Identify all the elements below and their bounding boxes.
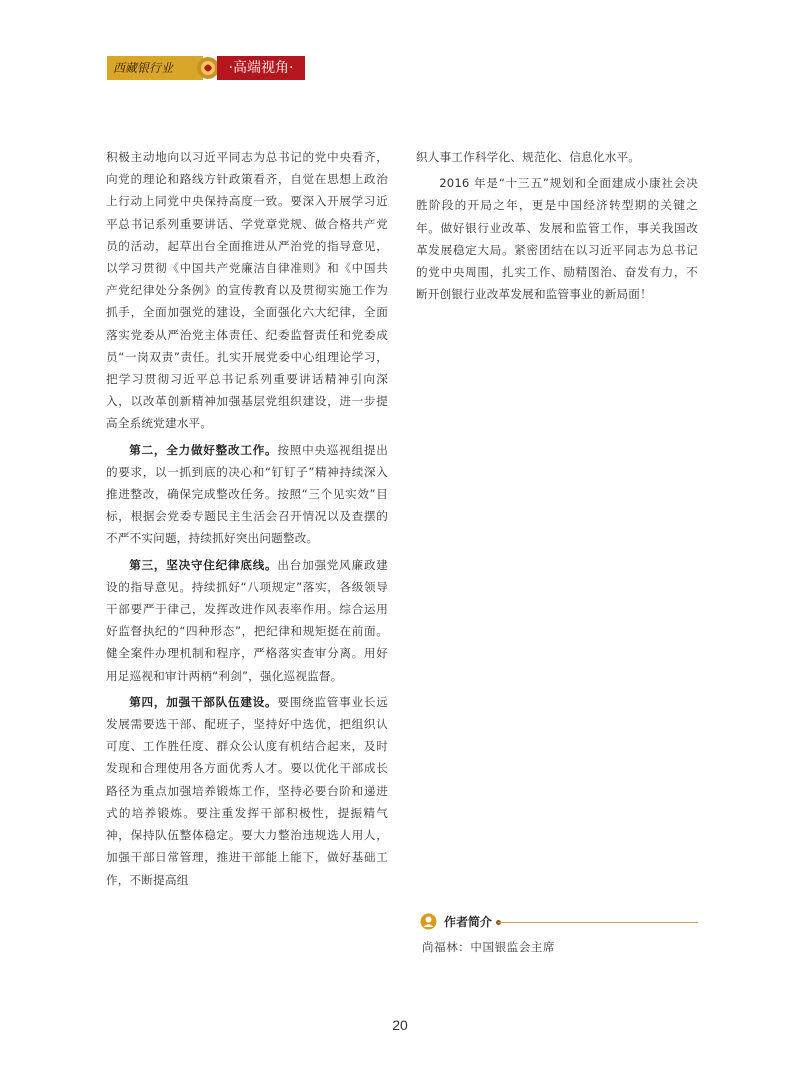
banner-section-label: ·高端视角·	[217, 56, 305, 80]
paragraph: 第三，坚决守住纪律底线。出台加强党风廉政建设的指导意见。持续抓好“八项规定”落实，各级领导干部要严于律己，发挥改进作风表率作用。综合运用好监督执纪的“四种形态”，把纪律和规矩挺在前面。健全案件办理机制和程序，严格落实查审分离。用好用足巡视和审计两柄“利剑”，强化巡视监督。	[106, 557, 388, 683]
divider	[498, 922, 698, 923]
author-box	[416, 913, 698, 955]
paragraph: 织人事工作科学化、规范化、信息化水平。	[416, 150, 641, 164]
author-name: 尚福林：中国银监会主席	[422, 940, 556, 954]
paragraph: 第四，加强干部队伍建设。要围绕监管事业长远发展需要选干部、配班子，坚持好中选优，把组织认可度、工作胜任度、群众公认度有机结合起来，及时发现和合理使用各方面优秀人才。要以优化干部成长路径为重点加强培养锻炼工作，坚持必要台阶和递进式的培养锻炼。要注重发挥干部积极性，提振精气神，保持队伍整体稳定。要大力整治违规选人用人，加强干部日常管理，推进干部能上能下，做好基础工作，不断提高组	[106, 694, 388, 887]
paragraph: 积极主动地向以习近平同志为总书记的党中央看齐，向党的理论和路线方针政策看齐，自觉在思想上政治上行动上同党中央保持高度一致。要深入开展学习近平总书记系列重要讲话、学党章党规、做合格共产党员的活动，起草出台全面推进从严治党的指导意见，以学习贯彻《中国共产党廉洁自律准则》和《中国共产党纪律处分条例》的宣传教育以及贯彻实施工作为抓手，全面加强党的建设，全面强化六大纪律，全面落实党委从严治党主体责任、纪委监督责任和党委成员“一岗双责”责任。扎实开展党委中心组理论学习，把学习贯彻习近平总书记系列重要讲话精神引向深入，以改革创新精神加强基层党组织建设，进一步提高全系统党建水平。	[106, 150, 388, 431]
left-column	[106, 146, 388, 891]
page-number: 20	[392, 1017, 408, 1033]
paragraph-heading: 第二，全力做好整改工作。	[129, 442, 278, 457]
author-title: 作者简介	[444, 915, 493, 929]
paragraph-heading: 第四，加强干部队伍建设。	[129, 694, 278, 709]
right-column	[416, 146, 698, 305]
banner-brand-label: 西藏银行业	[107, 56, 203, 80]
paragraph-heading: 第三，坚决守住纪律底线。	[129, 557, 278, 572]
author-avatar-icon	[420, 913, 437, 930]
paragraph: 第二，全力做好整改工作。按照中央巡视组提出的要求，以一抓到底的决心和“钉钉子”精神持续深入推进整改，确保完成整改任务。按照“三个见实效”目标，根据会党委专题民主生活会召开情况以及查摆的不严不实问题，持续抓好突出问题整改。	[106, 442, 388, 546]
section-banner	[107, 54, 305, 82]
paragraph: 2016 年是“十三五”规划和全面建成小康社会决胜阶段的开局之年，更是中国经济转型期的关键之年。做好银行业改革、发展和监管工作，事关我国改革发展稳定大局。紧密团结在以习近平同志为总书记的党中央周围，扎实工作、励精图治、奋发有力，不断开创银行业改革发展和监管事业的新局面！	[416, 176, 698, 302]
